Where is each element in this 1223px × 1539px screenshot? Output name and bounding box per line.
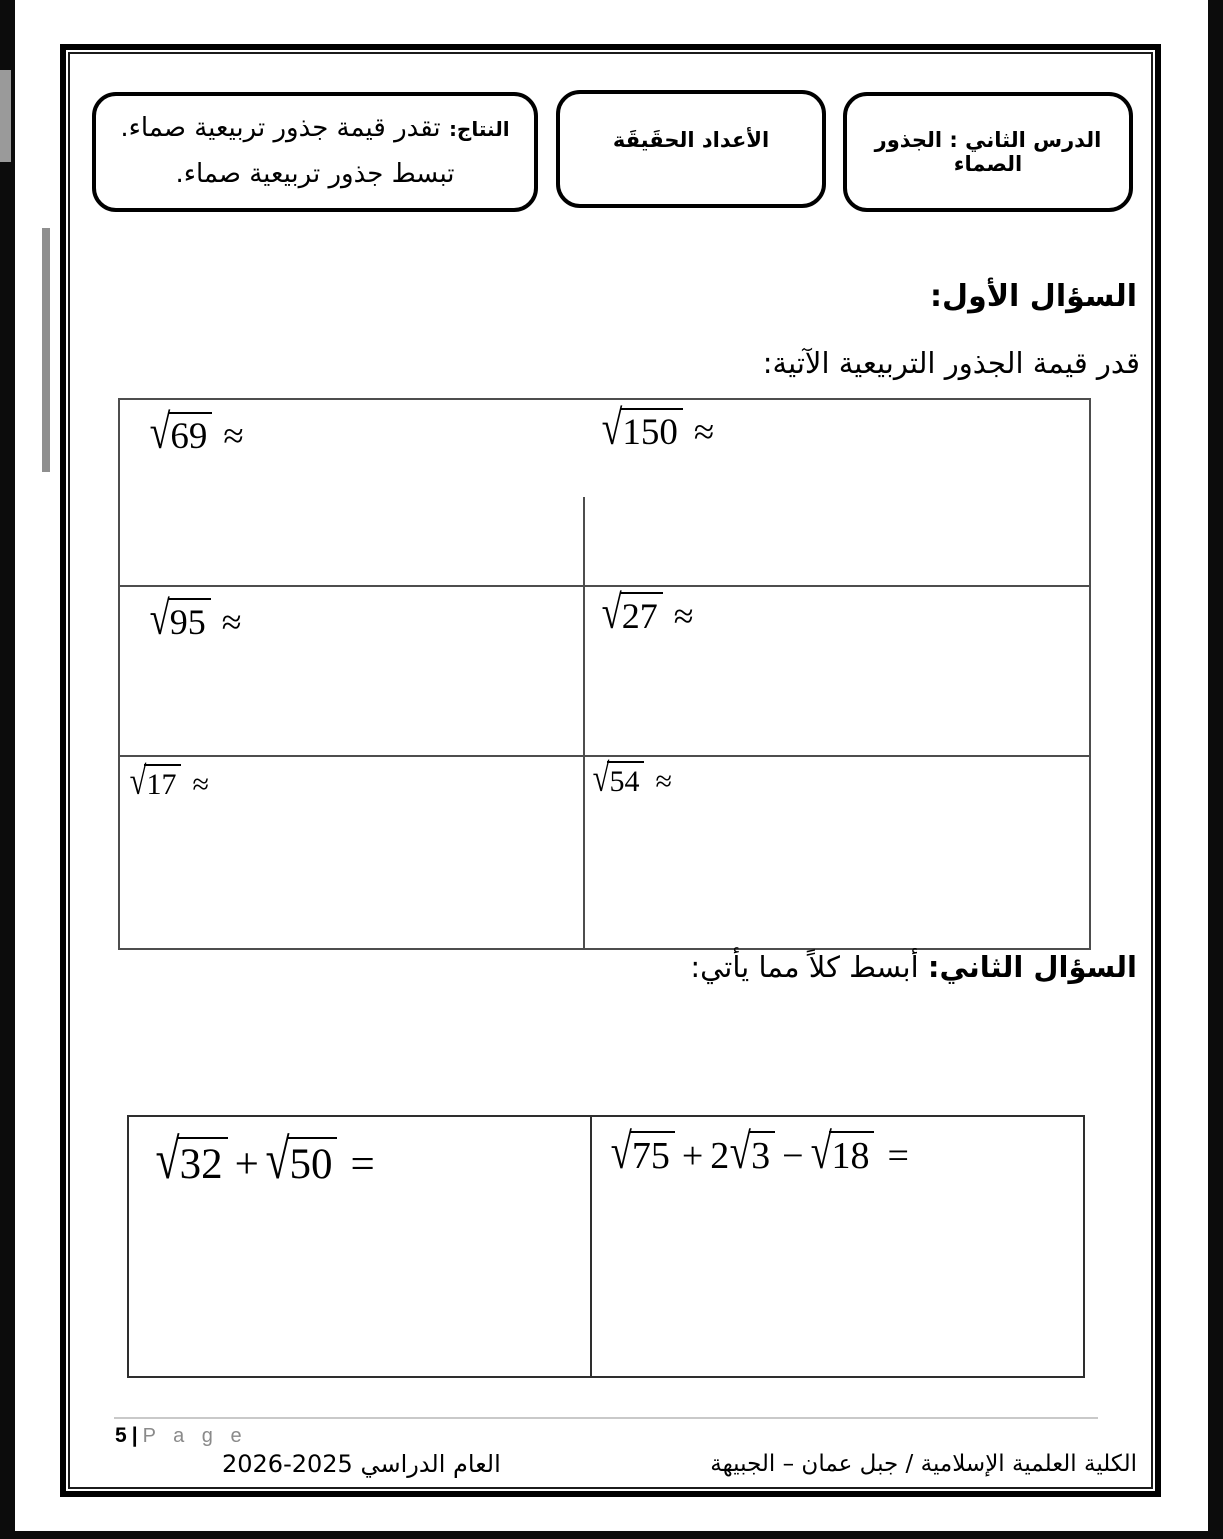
radicand: 75 [630, 1131, 675, 1178]
minus-operator: − [782, 1135, 804, 1177]
plus-operator: + [681, 1135, 704, 1177]
scan-artifact-bottom-strip [0, 1531, 1223, 1539]
radical-sign-icon: √ [610, 1124, 632, 1180]
radical-sign-icon: √ [155, 1129, 180, 1192]
approx-symbol: ≈ [192, 768, 209, 801]
subject-box-label: الأعداد الحقَيقَة [612, 128, 770, 152]
radicand: 32 [178, 1137, 228, 1189]
approx-symbol: ≈ [693, 412, 715, 453]
outcome-box [92, 92, 538, 212]
pipe-separator: | [131, 1424, 138, 1447]
radical-sign-icon: √ [592, 756, 610, 801]
footer-divider [114, 1417, 1098, 1419]
coefficient: 2 [710, 1135, 730, 1177]
radical-sign-icon: √ [729, 1124, 752, 1180]
formula-sqrt-54 [592, 756, 672, 801]
scan-artifact-left-strip [0, 0, 15, 1539]
table-grid-vline [590, 1117, 592, 1376]
question1-title: السؤال الأول: [930, 279, 1137, 314]
radical-sign-icon: √ [129, 759, 147, 804]
question2-instruction: أبسط كلاً مما يأتي: [690, 950, 919, 984]
radicand: 18 [829, 1131, 874, 1178]
formula-sqrt75-plus-2sqrt3-minus-sqrt18 [610, 1124, 909, 1180]
formula-sqrt-27 [601, 585, 694, 639]
approx-symbol: ≈ [223, 416, 244, 457]
approx-symbol: ≈ [221, 602, 242, 642]
radical-sign-icon: √ [601, 585, 622, 639]
formula-sqrt-17 [129, 759, 209, 804]
radical-sign-icon: √ [601, 401, 623, 456]
approx-symbol: ≈ [655, 765, 672, 798]
radicand: 3 [749, 1131, 775, 1178]
outcome-line-1 [108, 106, 522, 152]
question2-title: السؤال الثاني: [927, 950, 1137, 984]
outcome-label: النتاج: [448, 117, 510, 141]
radical-sign-icon: √ [149, 591, 170, 645]
radicand: 27 [620, 592, 663, 636]
plus-operator: + [234, 1141, 259, 1188]
subject-box [556, 90, 826, 208]
radical-sign-icon: √ [149, 405, 171, 460]
scan-artifact-left-light [0, 70, 11, 162]
footer-school-name: الكلية العلمية الإسلامية / جبل عمان – الجبيهة [710, 1451, 1137, 1477]
approx-symbol: ≈ [673, 596, 694, 636]
radicand: 150 [620, 408, 683, 453]
equals-sign: = [350, 1141, 375, 1188]
scan-artifact-left-notch [42, 228, 50, 472]
question2-heading [690, 950, 1137, 984]
outcome-line-2: تبسط جذور تربيعية صماء. [175, 159, 455, 189]
table-grid-vline [583, 497, 585, 948]
radicand: 17 [144, 764, 181, 802]
radical-sign-icon: √ [810, 1124, 832, 1180]
outcome-text-1: تقدر قيمة جذور تربيعية صماء. [120, 113, 441, 143]
formula-sqrt-150 [601, 401, 715, 456]
radicand: 69 [168, 412, 212, 457]
scan-artifact-right-strip [1208, 0, 1223, 1539]
question1-instruction: قدر قيمة الجذور التربيعية الآتية: [762, 346, 1140, 380]
radicand: 50 [287, 1137, 337, 1189]
formula-sqrt-95 [149, 591, 242, 645]
formula-sqrt-69 [149, 405, 244, 460]
simplify-table [127, 1115, 1085, 1378]
footer-page-label [115, 1424, 248, 1448]
equals-sign: = [887, 1135, 909, 1177]
formula-sqrt32-plus-sqrt50 [155, 1129, 375, 1192]
page-word: P a g e [142, 1425, 248, 1447]
radical-sign-icon: √ [265, 1129, 290, 1192]
page-number: 5 [115, 1424, 127, 1447]
radicand: 95 [168, 598, 211, 642]
lesson-box-label: الدرس الثاني : الجذور الصماء [874, 128, 1102, 176]
footer-academic-year: العام الدراسي 2025-2026 [222, 1450, 501, 1478]
lesson-box [843, 92, 1133, 212]
estimation-table [118, 398, 1091, 950]
radicand: 54 [607, 761, 644, 799]
